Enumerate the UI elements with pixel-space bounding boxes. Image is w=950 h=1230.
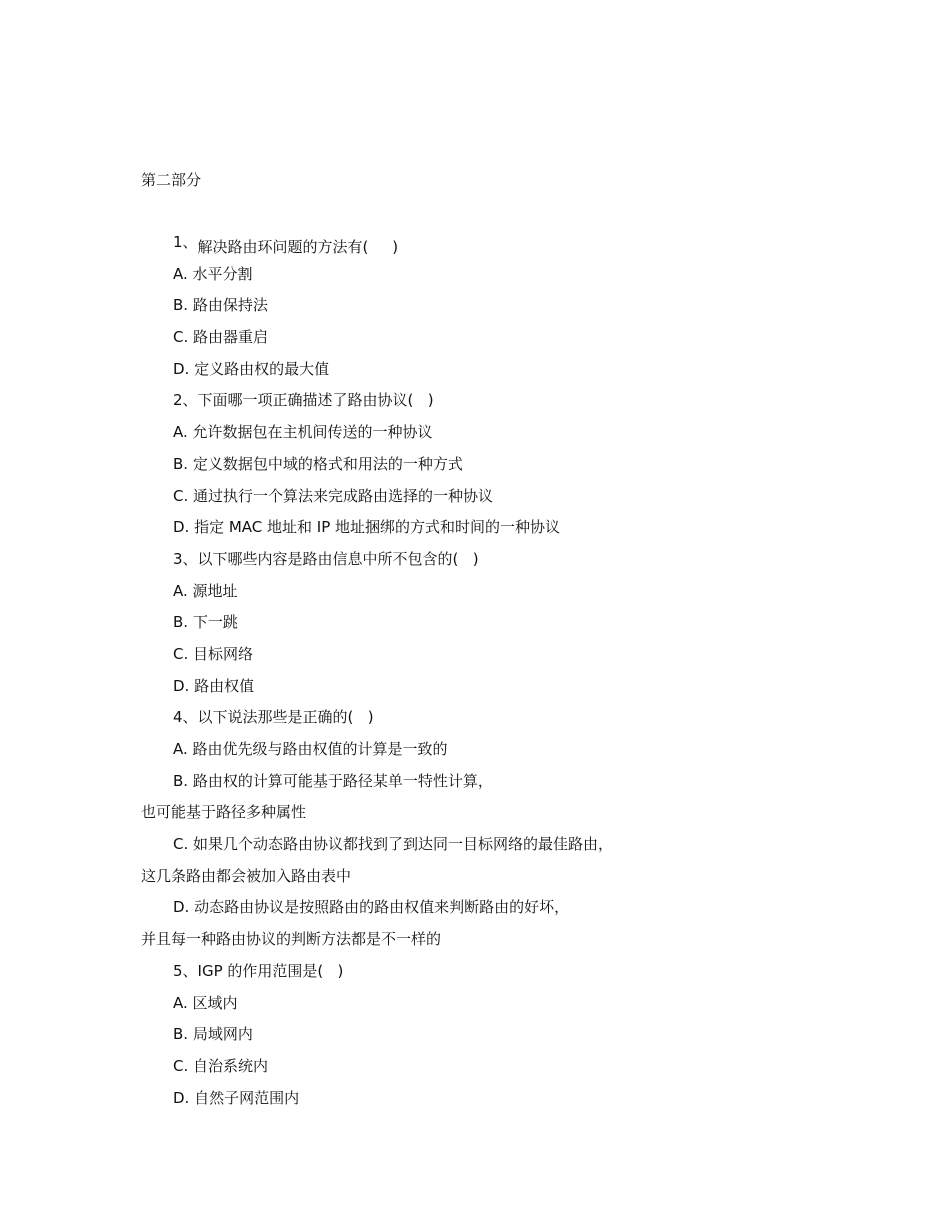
question-list	[0, 232, 950, 1119]
question-5-option-d: D. 自然子网范围内	[173, 1088, 300, 1107]
question-2: 2、下面哪一项正确描述了路由协议( )	[173, 391, 434, 410]
question-2-option-d: D. 指定 MAC 地址和 IP 地址捆绑的方式和时间的一种协议	[173, 518, 561, 537]
question-5-option-c: C. 自治系统内	[173, 1056, 269, 1075]
question-1-option-a: A. 水平分割	[173, 264, 253, 283]
question-4-option-b-continued: 也可能基于路径多种属性	[141, 803, 307, 822]
question-4-option-c: C. 如果几个动态路由协议都找到了到达同一目标网络的最佳路由，	[173, 835, 614, 854]
question-2-option-a: A. 允许数据包在主机间传送的一种协议	[173, 423, 433, 442]
question-1-option-d: D. 定义路由权的最大值	[173, 359, 330, 378]
question-3: 3、以下哪些内容是路由信息中所不包含的( )	[173, 549, 479, 568]
question-2-option-c: C. 通过执行一个算法来完成路由选择的一种协议	[173, 486, 494, 505]
section-title: 第二部分	[141, 171, 202, 189]
question-3-option-a: A. 源地址	[173, 581, 238, 600]
question-4-option-b: B. 路由权的计算可能基于路径某单一特性计算，	[173, 771, 493, 790]
question-4-option-c-continued: 这几条路由都会被加入路由表中	[141, 866, 352, 885]
question-5-option-b: B. 局域网内	[173, 1025, 253, 1044]
question-5-option-a: A. 区域内	[173, 993, 238, 1012]
question-1-number: 1、	[173, 233, 198, 251]
question-4-option-d-continued: 并且每一种路由协议的判断方法都是不一样的	[141, 930, 442, 949]
question-3-option-b: B. 下一跳	[173, 613, 238, 632]
question-5: 5、IGP 的作用范围是( )	[173, 961, 344, 980]
question-4-option-d: D. 动态路由协议是按照路由的路由权值来判断路由的好坏，	[173, 898, 570, 917]
question-3-option-c: C. 目标网络	[173, 644, 254, 663]
question-1	[0, 232, 950, 264]
question-1-option-b: B. 路由保持法	[173, 296, 268, 315]
question-3-option-d: D. 路由权值	[173, 676, 255, 695]
question-1-text: 解决路由环问题的方法有( )	[197, 238, 399, 256]
question-4-option-a: A. 路由优先级与路由权值的计算是一致的	[173, 740, 448, 758]
question-2-option-b: B. 定义数据包中域的格式和用法的一种方式	[173, 454, 463, 473]
question-1-option-c: C. 路由器重启	[173, 328, 269, 347]
question-4: 4、以下说法那些是正确的( )	[173, 708, 374, 727]
